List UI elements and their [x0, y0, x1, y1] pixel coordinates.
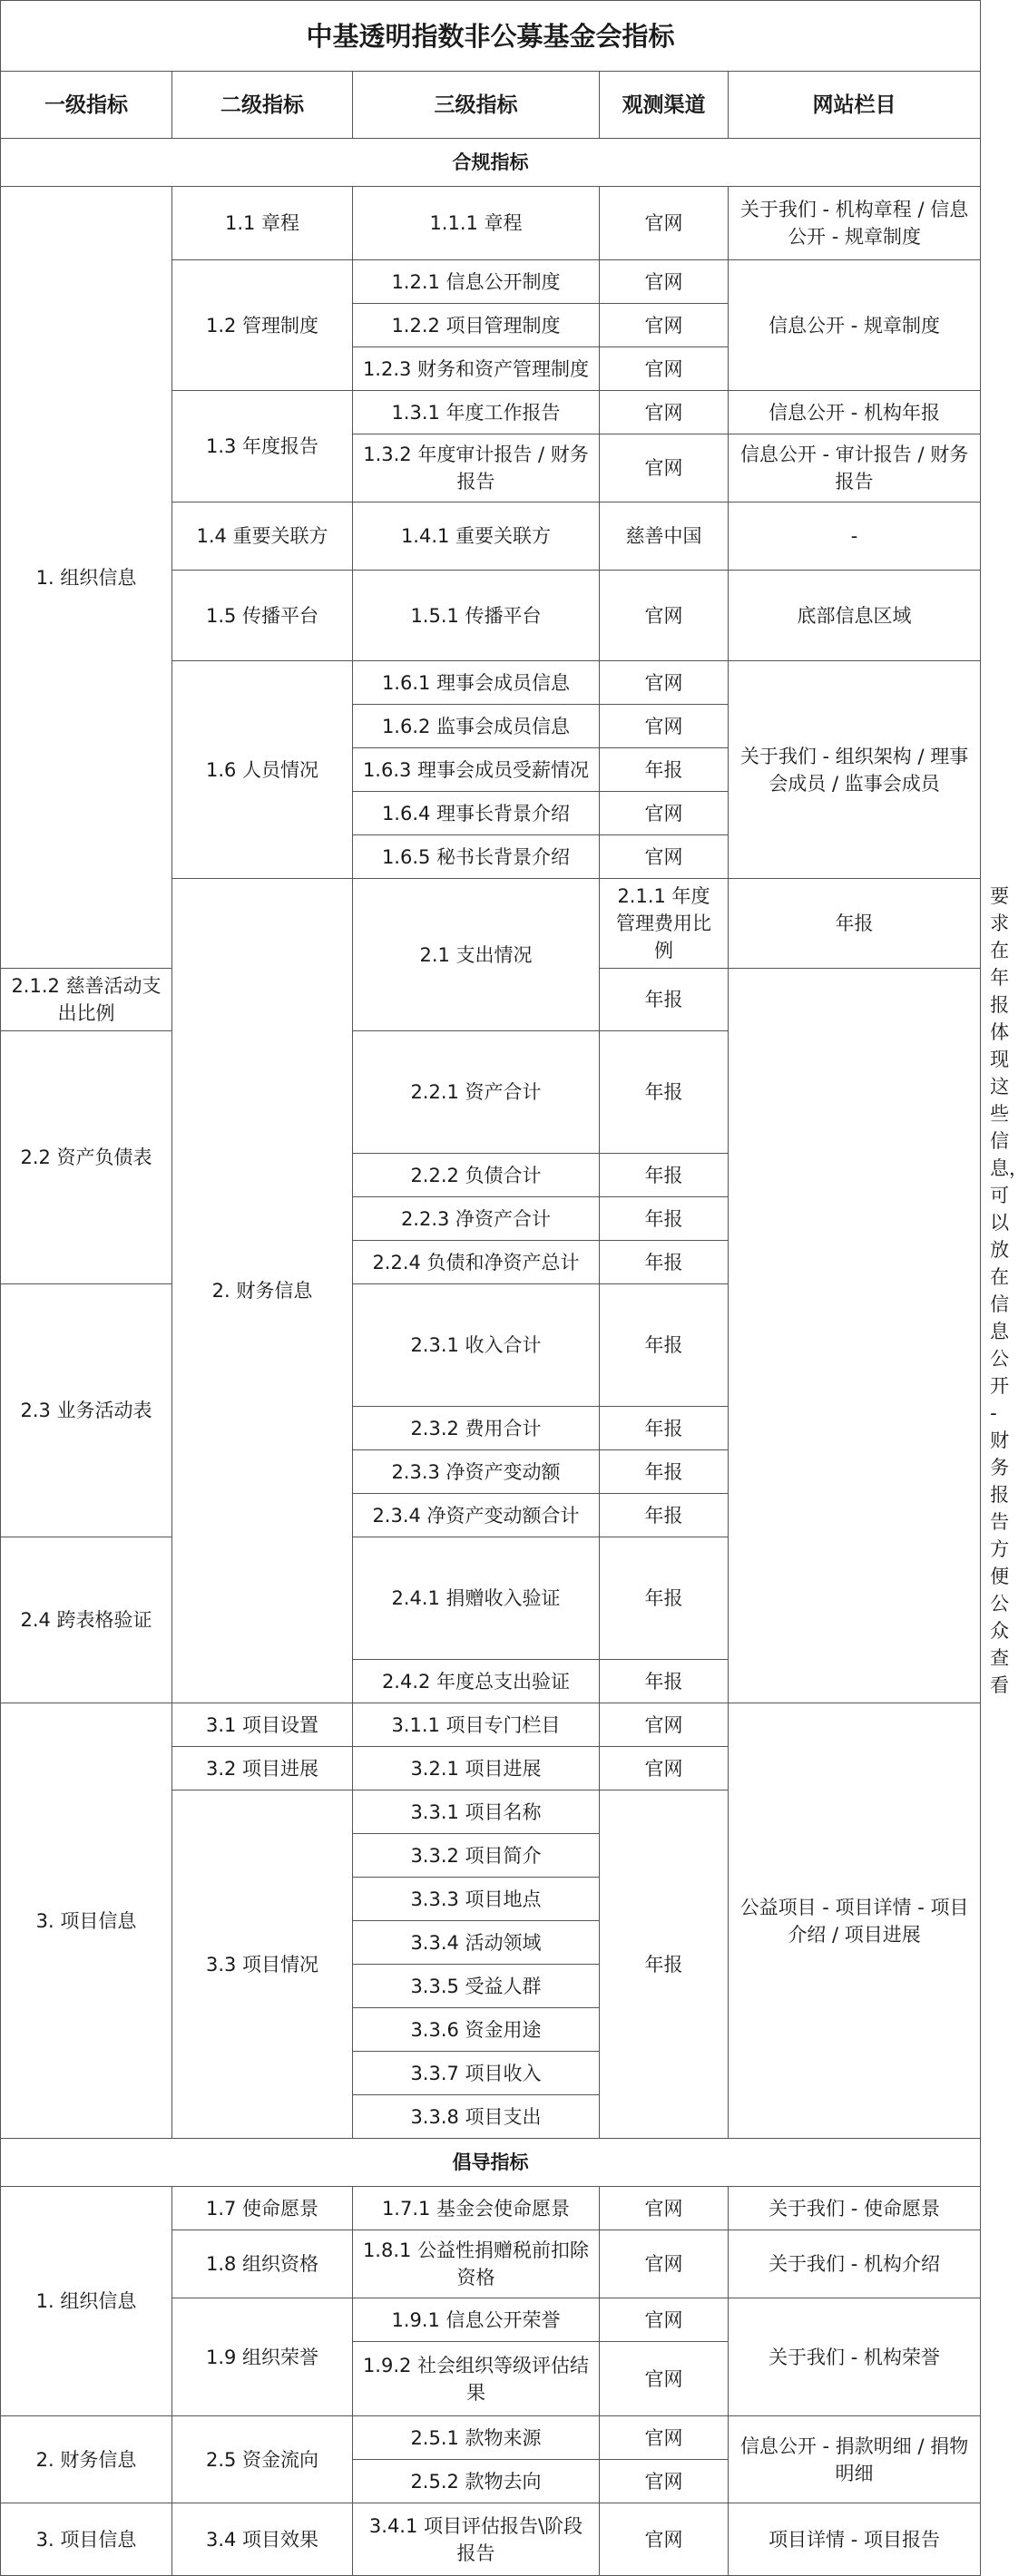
channel-cell: 年报 — [600, 1494, 729, 1537]
website-cell: 公益项目 - 项目详情 - 项目介绍 / 项目进展 — [729, 1703, 981, 2139]
level3-cell: 3.3.6 资金用途 — [353, 2008, 600, 2052]
channel-cell: 官网 — [600, 571, 729, 661]
channel-cell: 年报 — [600, 1791, 729, 2139]
level3-cell: 2.5.1 款物来源 — [353, 2416, 600, 2460]
level3-cell: 1.8.1 公益性捐赠税前扣除资格 — [353, 2230, 600, 2298]
level3-cell: 2.1.1 年度管理费用比例 — [600, 879, 729, 969]
channel-cell: 官网 — [600, 2298, 729, 2342]
table-row — [1, 2503, 981, 2576]
level3-cell: 2.5.2 款物去向 — [353, 2460, 600, 2503]
level1-cell: 3. 项目信息 — [1, 1703, 172, 2139]
level2-cell: 3.2 项目进展 — [172, 1747, 353, 1791]
website-cell: - — [729, 503, 981, 571]
website-cell: 关于我们 - 机构介绍 — [729, 2230, 981, 2298]
channel-cell: 官网 — [600, 661, 729, 705]
level3-cell: 2.2.3 净资产合计 — [353, 1197, 600, 1241]
level3-cell: 3.3.3 项目地点 — [353, 1878, 600, 1921]
level3-cell: 1.9.2 社会组织等级评估结果 — [353, 2342, 600, 2416]
website-cell: 信息公开 - 机构年报 — [729, 391, 981, 434]
channel-cell: 官网 — [600, 705, 729, 748]
channel-cell: 官网 — [600, 2503, 729, 2576]
table-row — [1, 1703, 981, 1747]
level2-cell: 2.5 资金流向 — [172, 2416, 353, 2503]
channel-cell: 官网 — [600, 2416, 729, 2460]
level2-cell: 3.3 项目情况 — [172, 1791, 353, 2139]
website-cell: 信息公开 - 审计报告 / 财务报告 — [729, 434, 981, 503]
channel-cell: 官网 — [600, 434, 729, 503]
channel-cell: 官网 — [600, 2187, 729, 2230]
level3-cell: 3.4.1 项目评估报告\阶段报告 — [353, 2503, 600, 2576]
level2-cell: 1.3 年度报告 — [172, 391, 353, 503]
level3-cell: 3.3.8 项目支出 — [353, 2095, 600, 2139]
channel-cell: 年报 — [600, 748, 729, 792]
level3-cell: 2.3.1 收入合计 — [353, 1284, 600, 1407]
level3-cell: 1.1.1 章程 — [353, 187, 600, 260]
channel-cell: 年报 — [600, 1154, 729, 1197]
channel-cell: 年报 — [600, 1537, 729, 1660]
website-cell: 关于我们 - 组织架构 / 理事会成员 / 监事会成员 — [729, 661, 981, 879]
channel-cell: 年报 — [600, 1450, 729, 1494]
level1-cell: 1. 组织信息 — [1, 2187, 172, 2416]
channel-cell: 官网 — [600, 1747, 729, 1791]
level2-cell: 1.2 管理制度 — [172, 260, 353, 391]
level2-cell: 1.8 组织资格 — [172, 2230, 353, 2298]
level3-cell: 1.9.1 信息公开荣誉 — [353, 2298, 600, 2342]
level2-cell: 1.7 使命愿景 — [172, 2187, 353, 2230]
channel-cell: 官网 — [600, 347, 729, 391]
section-row — [1, 139, 981, 187]
level1-cell: 2. 财务信息 — [172, 879, 353, 1703]
level1-cell: 3. 项目信息 — [1, 2503, 172, 2576]
channel-cell: 官网 — [600, 2460, 729, 2503]
channel-cell: 年报 — [600, 969, 729, 1031]
level3-cell: 2.2.1 资产合计 — [353, 1031, 600, 1154]
header-level2: 二级指标 — [172, 72, 353, 139]
level3-cell: 3.2.1 项目进展 — [353, 1747, 600, 1791]
level3-cell: 2.2.2 负债合计 — [353, 1154, 600, 1197]
channel-cell: 官网 — [600, 2342, 729, 2416]
level2-cell: 2.1 支出情况 — [353, 879, 600, 1031]
channel-cell: 官网 — [600, 2230, 729, 2298]
section-row — [1, 2139, 981, 2187]
header-channel: 观测渠道 — [600, 72, 729, 139]
channel-cell: 年报 — [729, 879, 981, 969]
level1-cell: 1. 组织信息 — [1, 187, 172, 969]
table-title: 中基透明指数非公募基金会指标 — [1, 1, 981, 72]
level2-cell: 1.1 章程 — [172, 187, 353, 260]
level3-cell: 1.6.3 理事会成员受薪情况 — [353, 748, 600, 792]
channel-cell: 年报 — [600, 1660, 729, 1703]
level3-cell: 1.6.5 秘书长背景介绍 — [353, 835, 600, 879]
level2-cell: 3.4 项目效果 — [172, 2503, 353, 2576]
website-cell: 信息公开 - 捐款明细 / 捐物明细 — [729, 2416, 981, 2503]
website-cell: 关于我们 - 机构章程 / 信息公开 - 规章制度 — [729, 187, 981, 260]
level3-cell: 2.4.2 年度总支出验证 — [353, 1660, 600, 1703]
level2-cell: 1.6 人员情况 — [172, 661, 353, 879]
header-website-section: 网站栏目 — [729, 72, 981, 139]
level3-cell: 2.3.2 费用合计 — [353, 1407, 600, 1450]
channel-cell: 年报 — [600, 1031, 729, 1154]
level3-cell: 1.7.1 基金会使命愿景 — [353, 2187, 600, 2230]
table-row — [1, 1537, 981, 1660]
level2-cell: 1.4 重要关联方 — [172, 503, 353, 571]
channel-cell: 官网 — [600, 391, 729, 434]
level3-cell: 3.3.5 受益人群 — [353, 1965, 600, 2008]
channel-cell: 官网 — [600, 187, 729, 260]
channel-cell: 官网 — [600, 1703, 729, 1747]
channel-cell: 年报 — [600, 1241, 729, 1284]
table-row — [1, 1284, 981, 1407]
section-compliance: 合规指标 — [1, 139, 981, 187]
header-level3: 三级指标 — [353, 72, 600, 139]
website-cell: 信息公开 - 规章制度 — [729, 260, 981, 391]
level3-cell: 2.3.3 净资产变动额 — [353, 1450, 600, 1494]
level3-cell: 3.3.2 项目简介 — [353, 1834, 600, 1878]
table-row — [1, 1031, 981, 1154]
level2-cell: 2.2 资产负债表 — [1, 1031, 172, 1284]
website-cell: 关于我们 - 使命愿景 — [729, 2187, 981, 2230]
level3-cell: 3.3.7 项目收入 — [353, 2052, 600, 2095]
level3-cell: 1.6.1 理事会成员信息 — [353, 661, 600, 705]
level3-cell: 1.6.2 监事会成员信息 — [353, 705, 600, 748]
level3-cell: 2.2.4 负债和净资产总计 — [353, 1241, 600, 1284]
table-row — [1, 187, 981, 260]
table-row — [1, 2416, 981, 2460]
level3-cell: 3.3.1 项目名称 — [353, 1791, 600, 1834]
level3-cell: 2.4.1 捐赠收入验证 — [353, 1537, 600, 1660]
level2-cell: 1.5 传播平台 — [172, 571, 353, 661]
channel-cell: 慈善中国 — [600, 503, 729, 571]
table-row — [1, 2187, 981, 2230]
level3-cell: 2.1.2 慈善活动支出比例 — [1, 969, 172, 1031]
channel-cell: 官网 — [600, 792, 729, 835]
header-level1: 一级指标 — [1, 72, 172, 139]
level3-cell: 1.2.3 财务和资产管理制度 — [353, 347, 600, 391]
level3-cell: 1.2.1 信息公开制度 — [353, 260, 600, 304]
channel-cell: 官网 — [600, 304, 729, 347]
level2-cell: 2.4 跨表格验证 — [1, 1537, 172, 1703]
level3-cell: 3.3.4 活动领域 — [353, 1921, 600, 1965]
table-row: 2. 财务信息 2.1 支出情况 2.1.1 年度管理费用比例 年报 要求在年报体现这些信息，可以放在信息公开 - 财务报告方便公众查看 — [1, 879, 981, 969]
level3-cell: 1.3.1 年度工作报告 — [353, 391, 600, 434]
level3-cell: 1.4.1 重要关联方 — [353, 503, 600, 571]
header-row — [1, 72, 981, 139]
level2-cell: 3.1 项目设置 — [172, 1703, 353, 1747]
level3-cell: 2.3.4 净资产变动额合计 — [353, 1494, 600, 1537]
website-cell: 项目详情 - 项目报告 — [729, 2503, 981, 2576]
level3-cell: 3.1.1 项目专门栏目 — [353, 1703, 600, 1747]
channel-cell: 年报 — [600, 1197, 729, 1241]
level2-cell: 1.9 组织荣誉 — [172, 2298, 353, 2416]
channel-cell: 官网 — [600, 835, 729, 879]
channel-cell: 年报 — [600, 1407, 729, 1450]
level1-cell: 2. 财务信息 — [1, 2416, 172, 2503]
level3-cell: 1.2.2 项目管理制度 — [353, 304, 600, 347]
level3-cell: 1.6.4 理事长背景介绍 — [353, 792, 600, 835]
level3-cell: 1.3.2 年度审计报告 / 财务报告 — [353, 434, 600, 503]
level3-cell: 1.5.1 传播平台 — [353, 571, 600, 661]
website-cell: 底部信息区域 — [729, 571, 981, 661]
section-advocacy: 倡导指标 — [1, 2139, 981, 2187]
website-cell: 关于我们 - 机构荣誉 — [729, 2298, 981, 2416]
channel-cell: 年报 — [600, 1284, 729, 1407]
title-row — [1, 1, 981, 72]
level2-cell: 2.3 业务活动表 — [1, 1284, 172, 1537]
channel-cell: 官网 — [600, 260, 729, 304]
